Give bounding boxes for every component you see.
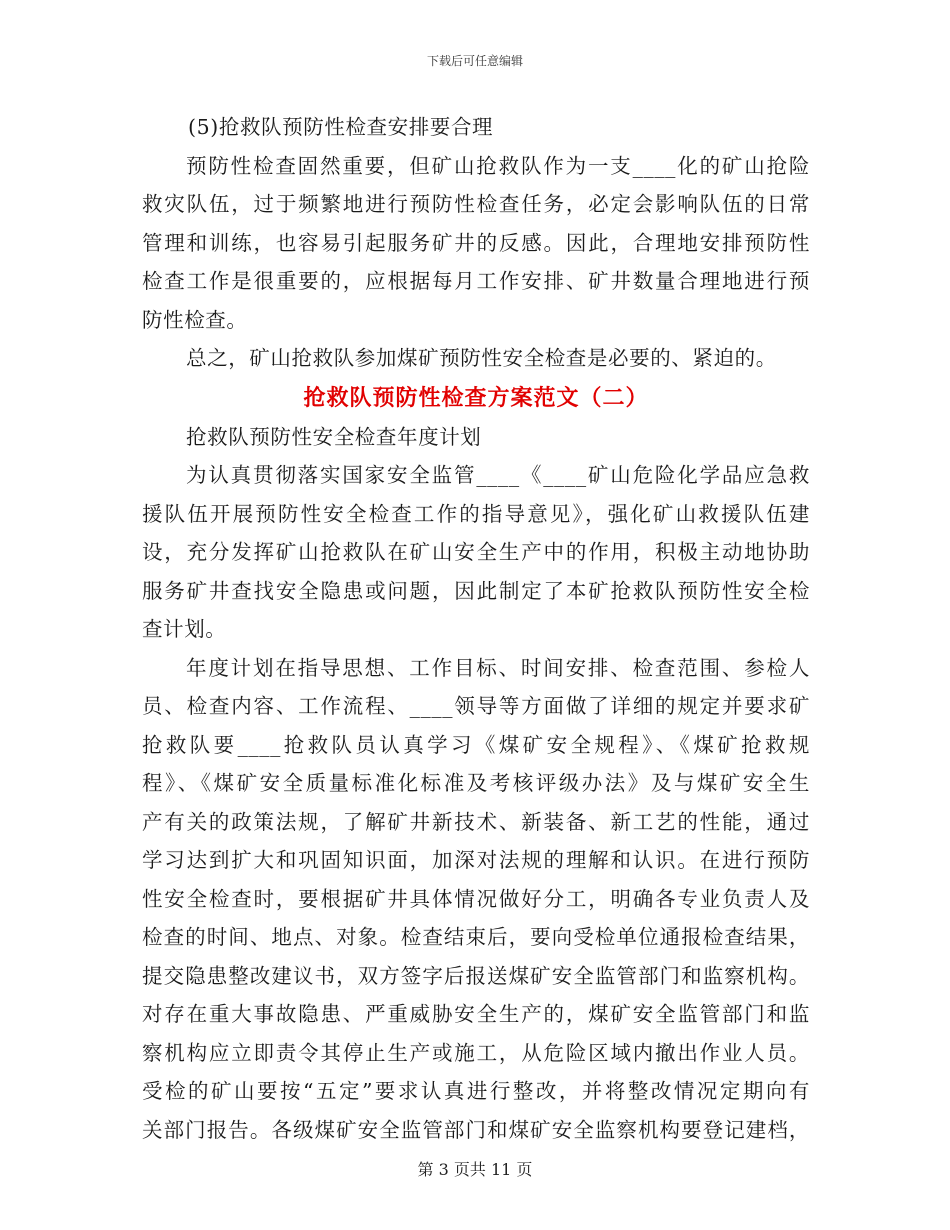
paragraph-line: 产有关的政策法规，了解矿井新技术、新装备、新工艺的性能，通过 [142, 809, 810, 834]
paragraph-line: 性安全检查时，要根据矿井具体情况做好分工，明确各专业负责人及 [142, 886, 810, 911]
paragraph-line: 检查工作是很重要的，应根据每月工作安排、矿井数量合理地进行预 [142, 269, 810, 293]
paragraph-line: 提交隐患整改建议书，双方签字后报送煤矿安全监管部门和监察机构。 [142, 963, 810, 988]
paragraph-line: 关部门报告。各级煤矿安全监管部门和煤矿安全监察机构要登记建档， [142, 1117, 810, 1142]
paragraph-line: 程》、《煤矿安全质量标准化标准及考核评级办法》及与煤矿安全生 [142, 771, 810, 795]
document-title: 抢救队预防性检查方案范文（二） [303, 384, 649, 411]
plan-title: 抢救队预防性安全检查年度计划 [186, 424, 482, 449]
paragraph-line: 检查的时间、地点、对象。检查结束后，要向受检单位通报检查结果， [142, 925, 810, 949]
paragraph-line: 服务矿井查找安全隐患或问题，因此制定了本矿抢救队预防性安全检 [142, 578, 810, 603]
paragraph-line: 救灾队伍，过于频繁地进行预防性检查任务，必定会影响队伍的日常 [142, 192, 810, 216]
document-body [142, 108, 810, 1149]
paragraph-line: 抢救队要____抢救队员认真学习《煤矿安全规程》、《煤矿抢救规 [142, 732, 810, 757]
page-header: 下载后可任意编辑 [426, 54, 523, 68]
summary-line: 总之，矿山抢救队参加煤矿预防性安全检查是必要的、紧迫的。 [186, 346, 777, 370]
paragraph-line: 管理和训练，也容易引起服务矿井的反感。因此，合理地安排预防性 [142, 230, 810, 255]
paragraph-line: 对存在重大事故隐患、严重威胁安全生产的，煤矿安全监管部门和监 [142, 1002, 810, 1026]
paragraph-line: 学习达到扩大和巩固知识面，加深对法规的理解和认识。在进行预防 [142, 848, 810, 872]
paragraph-line: 察机构应立即责令其停止生产或施工，从危险区域内撤出作业人员。 [142, 1040, 810, 1065]
paragraph-line: 查计划。 [142, 617, 227, 641]
page-footer: 第 3 页共 11 页 [417, 1160, 533, 1179]
paragraph-line: 设，充分发挥矿山抢救队在矿山安全生产中的作用，积极主动地协助 [142, 540, 810, 564]
paragraph-line: 年度计划在指导思想、工作目标、时间安排、检查范围、参检人 [186, 655, 810, 680]
paragraph-line: 受检的矿山要按“五定”要求认真进行整改，并将整改情况定期向有 [142, 1079, 810, 1103]
paragraph-line: 防性检查。 [142, 307, 248, 332]
paragraph-line: 援队伍开展预防性安全检查工作的指导意见》，强化矿山救援队伍建 [142, 501, 810, 526]
paragraph-line: 预防性检查固然重要，但矿山抢救队作为一支____化的矿山抢险 [186, 153, 810, 178]
section-heading: (5)抢救队预防性检查安排要合理 [188, 115, 494, 139]
paragraph-line: 员、检查内容、工作流程、____领导等方面做了详细的规定并要求矿 [142, 694, 810, 718]
paragraph-line: 为认真贯彻落实国家安全监管____《____矿山危险化学品应急救 [186, 463, 810, 487]
